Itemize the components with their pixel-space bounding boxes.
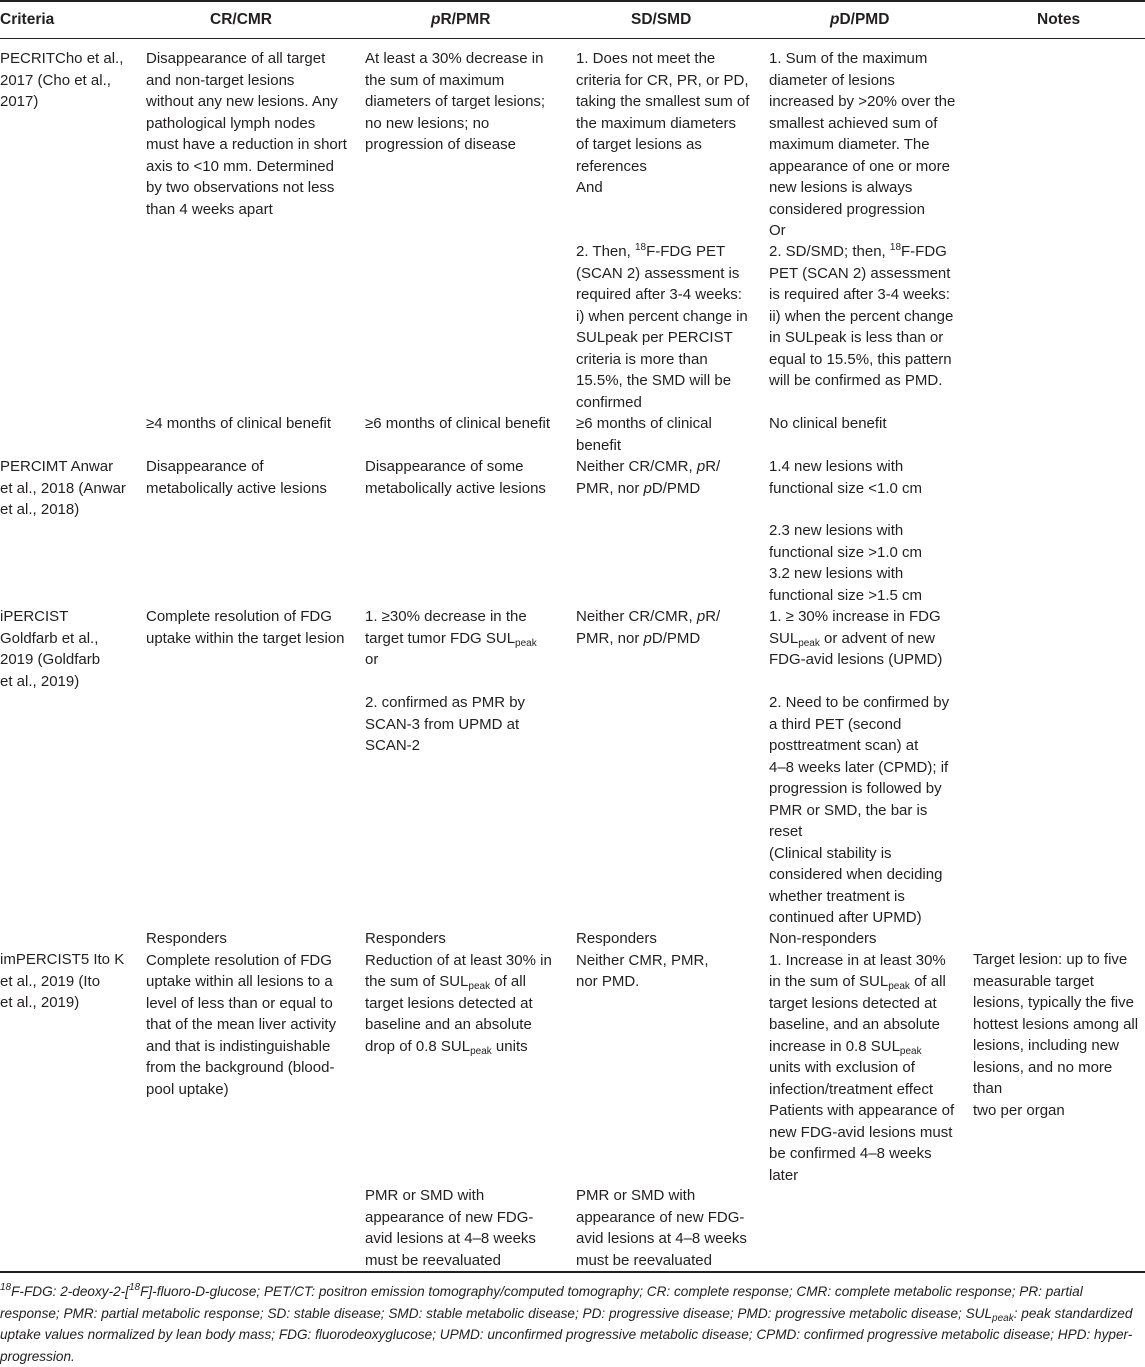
- impercist-pr-1-c: units: [491, 1037, 528, 1055]
- ipercist-pr-1: [365, 606, 560, 671]
- pecrit-pr-benefit: ≥6 months of clinical benefit: [365, 415, 550, 432]
- percimt-sd-c: D/PMD: [651, 479, 701, 497]
- ipercist-sd-italic-p2: p: [643, 629, 652, 647]
- header-cr-cmr: CR/CMR: [210, 11, 272, 28]
- percimt-pr: Disappearance of some metabolically active lesions: [365, 458, 546, 497]
- impercist-pd-1-sub: peak: [888, 981, 910, 992]
- pecrit-cr: Disappearance of all target and non-target lesions without any new lesions. Any pathological lymph nodes must have a reduction in short axis to <10 mm. Determined by two observations not less than 4 weeks apart: [146, 50, 347, 218]
- header-criteria: Criteria: [0, 11, 55, 28]
- pecrit-sd-2-b: F-FDG PET (SCAN 2) assessment is required after 3-4 weeks: i) when percent change in SULpeak per PERCIST criteria is more than 15.5%, the SMD will be confirmed: [576, 243, 748, 411]
- impercist-pd-1-a: Non-responders 1. Increase in at least 30% in the sum of SUL: [769, 930, 946, 990]
- pecrit-pd-2: [769, 241, 959, 392]
- ipercist-sd-b: R/ PMR, nor: [576, 608, 721, 647]
- percimt-sd-italic-p2: p: [643, 479, 652, 497]
- ipercist-cr: Complete resolution of FDG uptake within the target lesion: [146, 608, 345, 647]
- footnote-text-3: : peak standardized uptake values normalized by lean body mass; FDG: fluorodeoxyglucose; UPMD: unconfirmed progressive metabolic disease; CPMD: confirmed progressive metabolic disease; HPD: hyper-progression.: [0, 1305, 1133, 1364]
- ipercist-pd-1-b: or advent of new FDG-avid lesions (UPMD): [769, 629, 943, 668]
- header-sd-smd: SD/SMD: [631, 11, 692, 28]
- ipercist-pr-1-b: or: [365, 651, 379, 668]
- footnote-sub-1: peak: [992, 1312, 1014, 1324]
- impercist-sd-2: PMR or SMD with appearance of new FDG- avid lesions at 4–8 weeks must be reevaluated: [576, 1187, 747, 1269]
- impercist-sd-1: Responders Neither CMR, PMR, nor PMD.: [576, 930, 709, 990]
- ipercist-pd-1: [769, 606, 959, 671]
- pecrit-pd-2-sup: 18: [889, 242, 902, 253]
- ipercist-sd-italic-p1: p: [696, 608, 706, 625]
- ipercist-pd-2: 2. Need to be confirmed by a third PET (second posttreatment scan) at 4–8 weeks later (CPMD); if progression is followed by PMR or SMD, the bar is reset (Clinical stability is considered when deciding whether treatment is continued after UPMD): [769, 694, 950, 926]
- header-pd-pmd: [830, 9, 889, 31]
- footnote-text-2: F]-fluoro-D-glucose; PET/CT: positron emission tomography/computed tomography; CR: complete response; CMR: complete metabolic response; PR: partial response; PMR: partial metabolic response; SD: stable disease; SMD: stable metabolic disease; PD: progressive disease; PMD: progressive metabolic disease; SUL: [0, 1284, 1083, 1321]
- footnote-text-1: F-FDG: 2-deoxy-2-[: [11, 1284, 129, 1299]
- table-top-rule: [0, 0, 1145, 2]
- header-pd-italic-p: p: [830, 11, 840, 28]
- ipercist-pr-1-sub: peak: [515, 637, 537, 649]
- percimt-criteria: PERCIMT Anwar et al., 2018 (Anwar et al., 2018): [0, 458, 126, 518]
- table-bottom-rule: [0, 1271, 1145, 1273]
- ipercist-sd: [576, 606, 756, 649]
- pecrit-pd-2-a: 2. SD/SMD; then,: [769, 243, 890, 260]
- impercist-pr-1-sub2: peak: [470, 1045, 492, 1057]
- impercist-pd-1: [769, 928, 959, 1186]
- impercist-pr-1-a: Responders Reduction of at least 30% in the sum of SUL: [365, 930, 552, 990]
- footnote-sup-2: 18: [128, 1282, 141, 1293]
- percimt-pd-2: 2.3 new lesions with functional size >1.0 cm 3.2 new lesions with functional size >1.5 cm: [769, 522, 922, 604]
- percimt-sd: [576, 456, 756, 499]
- percimt-sd-a: Neither CR/CMR,: [576, 458, 697, 475]
- header-pr-pmr: [431, 9, 490, 31]
- table-footnote: [0, 1281, 1142, 1367]
- ipercist-pd-1-a: 1. ≥ 30% increase in FDG SUL: [769, 608, 941, 647]
- impercist-pd-1-c: units with exclusion of infection/treatment effect Patients with appearance of new FDG-avid lesions must be confirmed 4–8 weeks later: [769, 1059, 955, 1184]
- header-notes: Notes: [1037, 11, 1081, 28]
- ipercist-pd-1-sub: peak: [798, 637, 820, 649]
- ipercist-pr-1-a: 1. ≥30% decrease in the target tumor FDG SUL: [365, 608, 527, 647]
- impercist-pd-1-sub2: peak: [899, 1045, 922, 1057]
- percimt-cr: Disappearance of metabolically active lesions: [146, 458, 327, 497]
- pecrit-pd-benefit: No clinical benefit: [769, 415, 887, 432]
- pecrit-cr-benefit: ≥4 months of clinical benefit: [146, 415, 331, 432]
- impercist-criteria: imPERCIST5 Ito K et al., 2019 (Ito et al., 2019): [0, 951, 125, 1011]
- impercist-pr-1-b: of all target lesions detected at baseline and an absolute drop of 0.8 SUL: [365, 973, 533, 1055]
- table-header-rule: [0, 38, 1145, 39]
- impercist-notes: Target lesion: up to five measurable target lesions, typically the five hottest lesions among all lesions, including new lesions, and no more than two per organ: [973, 951, 1139, 1119]
- percimt-pd-1: 1.4 new lesions with functional size <1.0 cm: [769, 458, 922, 497]
- impercist-pr-1: [365, 928, 560, 1057]
- header-pr-rest: R/PMR: [440, 11, 491, 28]
- pecrit-sd-benefit: ≥6 months of clinical benefit: [576, 415, 712, 454]
- impercist-pr-2: PMR or SMD with appearance of new FDG- avid lesions at 4–8 weeks must be reevaluated: [365, 1187, 536, 1269]
- pecrit-sd-2-sup: 18: [634, 242, 647, 253]
- ipercist-sd-c: D/PMD: [651, 629, 701, 647]
- percimt-sd-italic-p1: p: [696, 458, 706, 475]
- ipercist-pr-2: 2. confirmed as PMR by SCAN-3 from UPMD at SCAN-2: [365, 694, 526, 754]
- pecrit-criteria: PECRITCho et al., 2017 (Cho et al., 2017): [0, 50, 124, 110]
- pecrit-pr: At least a 30% decrease in the sum of maximum diameters of target lesions; no new lesions; no progression of disease: [365, 50, 546, 153]
- header-pr-italic-p: p: [431, 11, 441, 28]
- pecrit-pd-1: 1. Sum of the maximum diameter of lesions increased by >20% over the smallest achieved sum of maximum diameter. The appearance of one or more new lesions is always considered progression Or: [769, 50, 956, 239]
- pecrit-sd-1: 1. Does not meet the criteria for CR, PR, or PD, taking the smallest sum of the maximum diameters of target lesions as references And: [576, 50, 750, 196]
- percimt-sd-b: R/ PMR, nor: [576, 458, 721, 497]
- ipercist-sd-a: Neither CR/CMR,: [576, 608, 697, 625]
- impercist-pd-1-b: of all target lesions detected at baseline, and an absolute increase in 0.8 SUL: [769, 973, 946, 1055]
- impercist-cr: Responders Complete resolution of FDG uptake within all lesions to a level of less than or equal to that of the mean liver activity and that is indistinguishable from the background (blood- pool uptake): [146, 930, 337, 1098]
- ipercist-criteria: iPERCIST Goldfarb et al., 2019 (Goldfarb et al., 2019): [0, 608, 101, 690]
- footnote-sup-1: 18: [0, 1282, 12, 1293]
- pecrit-sd-2-a: 2. Then,: [576, 243, 635, 260]
- impercist-pr-1-sub: peak: [468, 981, 491, 992]
- pecrit-pd-2-b: F-FDG PET (SCAN 2) assessment is required after 3-4 weeks: ii) when the percent change in SULpeak is less than or equal to 15.5%, this pattern will be confirmed as PMD.: [769, 243, 954, 389]
- pecrit-sd-2: [576, 241, 756, 413]
- header-pd-rest: D/PMD: [839, 11, 890, 28]
